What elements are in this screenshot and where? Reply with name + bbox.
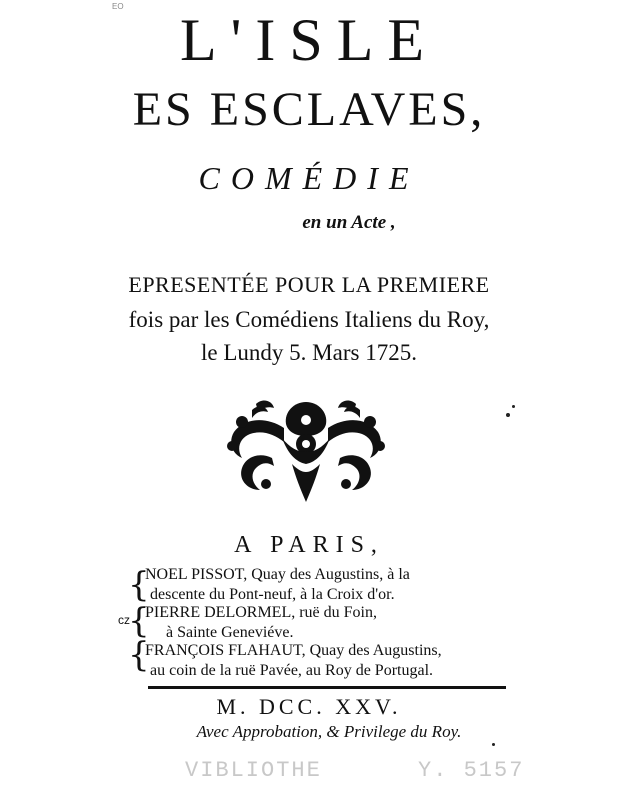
corner-mark: EO (112, 2, 124, 11)
acts-line: en un Acte , (302, 212, 396, 233)
publisher-2-line-2: à Sainte Geneviéve. (166, 624, 294, 641)
ink-speck (506, 413, 510, 417)
publisher-3-line-2: au coin de la ruë Pavée, au Roy de Portugal. (150, 662, 434, 679)
performance-line-1: EPRESENTÉE POUR LA PREMIERE (128, 272, 490, 297)
brace-icon: { (128, 565, 150, 605)
horizontal-rule (148, 686, 506, 689)
publisher-3-line-1: FRANÇOIS FLAHAUT, Quay des Augustins, (145, 642, 442, 659)
fleuron-ornament-icon (222, 398, 390, 508)
cz-mark: cz (118, 613, 130, 627)
publisher-2-line-1: PIERRE DELORMEL, ruë du Foin, (145, 604, 377, 621)
shelf-mark: Y. 5157 (418, 758, 525, 783)
publisher-1-line-1: NOEL PISSOT, Quay des Augustins, à la (145, 566, 410, 583)
imprint-date: M. DCC. XXV. (216, 694, 402, 719)
publisher-1-line-2: descente du Pont-neuf, à la Croix d'or. (150, 586, 395, 603)
approbation-line: Avec Approbation, & Privilege du Roy. (196, 722, 462, 741)
library-stamp: VIBLIOTHE (185, 758, 322, 783)
ink-speck (492, 743, 495, 746)
title-line-2: ES ESCLAVES, (132, 83, 486, 136)
performance-line-3: le Lundy 5. Mars 1725. (201, 340, 417, 365)
brace-icon: { (128, 635, 150, 675)
ink-speck (512, 405, 515, 408)
genre-heading: COMÉDIE (198, 160, 420, 196)
title-line-1: L'ISLE (179, 7, 439, 73)
brace-icon: { (128, 601, 150, 641)
performance-line-2: fois par les Comédiens Italiens du Roy, (128, 307, 490, 332)
imprint-city: A PARIS, (234, 532, 384, 558)
